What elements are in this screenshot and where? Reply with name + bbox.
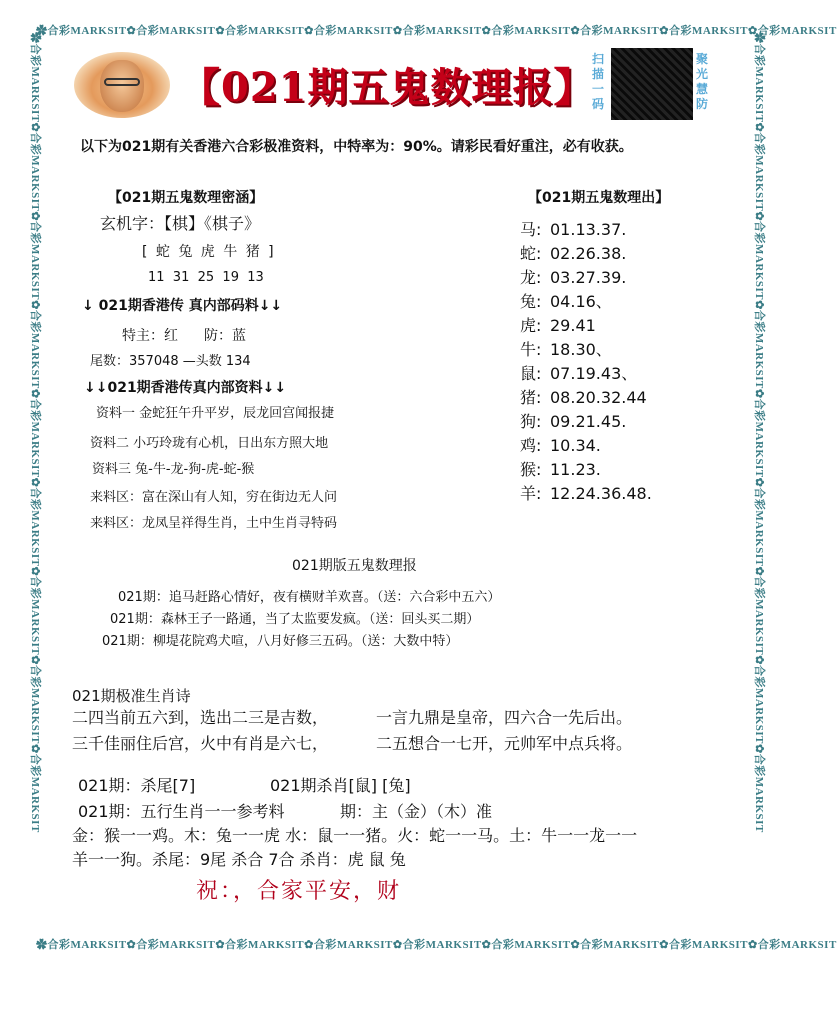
- zodiac-name: 牛:: [520, 340, 542, 359]
- animals-line: [ 蛇 兔 虎 牛 猪 ]: [142, 244, 276, 260]
- numbers-line: 11 31 25 19 13: [148, 270, 264, 285]
- zodiac-numbers: 02.26.38.: [550, 244, 627, 263]
- qr-code-image: [611, 48, 693, 120]
- insider-info-heading: ↓↓021期香港传真内部资料↓↓: [84, 380, 287, 396]
- poem-line-2a: 三千佳丽住后宫，火中有肖是六七，: [72, 734, 329, 753]
- zodiac-numbers: 11.23.: [550, 460, 601, 479]
- zodiac-numbers: 04.16、: [550, 292, 612, 311]
- zodiac-row: [520, 316, 596, 336]
- te-zhu: 特主：红: [122, 328, 178, 344]
- zodiac-name: 龙:: [520, 268, 542, 287]
- zodiac-name: 鸡:: [520, 436, 542, 455]
- zodiac-name: 兔:: [520, 292, 542, 311]
- qr-caption-left: 扫描一码: [592, 52, 605, 111]
- zodiac-numbers: 09.21.45.: [550, 412, 627, 431]
- insider-code-heading: ↓ 021期香港传 真内部码料↓↓: [82, 298, 283, 314]
- elements-line-1: 金：猴一一鸡。木：兔一一虎 水：鼠一一猪。火：蛇一一马。土：牛一一龙一一: [72, 826, 638, 845]
- xuanji-line: 玄机字：【棋】《棋子》: [100, 214, 261, 233]
- zodiac-name: 鼠:: [520, 364, 542, 383]
- zodiac-row: [520, 364, 637, 384]
- zodiac-name: 羊:: [520, 484, 542, 503]
- zodiac-name: 猴:: [520, 460, 542, 479]
- poem-title: 021期极准生肖诗: [72, 687, 191, 705]
- portrait-image: [74, 52, 170, 118]
- zodiac-numbers: 01.13.37.: [550, 220, 627, 239]
- zodiac-numbers: 08.20.32.44: [550, 388, 647, 407]
- poem-line-1a: 二四当前五六到，选出二三是吉数，: [72, 708, 329, 727]
- zodiac-row: [520, 436, 601, 456]
- edition-line-1: 021期：追马赶路心情好，夜有横财羊欢喜。（送：六合彩中五六）: [118, 590, 501, 605]
- page-title: 【021期五鬼数理报】: [180, 64, 595, 111]
- edition-line-2: 021期：森林王子一路通，当了太监要发疯。（送：回头买二期）: [110, 612, 480, 627]
- wuxing-prefix: 021期：五行生肖一一参考料: [78, 802, 285, 821]
- edition-line-3: 021期：柳堤花院鸡犬喧，八月好修三五码。（送：大数中特）: [102, 634, 459, 649]
- zodiac-row: [520, 484, 652, 504]
- border-right: ✿合彩MARKSIT✿合彩MARKSIT✿合彩MARKSIT✿合彩MARKSIT✿合彩MARKSIT✿合彩MARKSIT✿合彩MARKSIT✿合彩MARKSIT✿合彩MARKSIT: [753, 32, 765, 833]
- border-bottom: ✿合彩MARKSIT✿合彩MARKSIT✿合彩MARKSIT✿合彩MARKSIT✿合彩MARKSIT✿合彩MARKSIT✿合彩MARKSIT✿合彩MARKSIT✿合彩MARKSIT: [36, 939, 837, 951]
- elements-line-2: 羊一一狗。杀尾：9尾 杀合 7合 杀肖：虎 鼠 兔: [72, 850, 406, 869]
- zodiac-name: 马:: [520, 220, 542, 239]
- poem-line-2b: 二五想合一七开，元帅军中点兵将。: [376, 734, 633, 753]
- zodiac-numbers: 29.41: [550, 316, 596, 335]
- zodiac-name: 狗:: [520, 412, 542, 431]
- zodiac-numbers: 10.34.: [550, 436, 601, 455]
- data-line-3: 资料三 兔-牛-龙-狗-虎-蛇-猴: [92, 462, 255, 477]
- zodiac-row: [520, 460, 601, 480]
- fang: 防：蓝: [204, 328, 246, 344]
- zodiac-row: [520, 340, 612, 360]
- zodiac-row: [520, 292, 612, 312]
- zodiac-name: 虎:: [520, 316, 542, 335]
- zodiac-numbers: 03.27.39.: [550, 268, 627, 287]
- wish-text: 祝：，合家平安，财: [196, 879, 402, 904]
- left-section-title: 【021期五鬼数理密涵】: [108, 190, 264, 206]
- border-top: ✿合彩MARKSIT✿合彩MARKSIT✿合彩MARKSIT✿合彩MARKSIT✿合彩MARKSIT✿合彩MARKSIT✿合彩MARKSIT✿合彩MARKSIT✿合彩MARKSIT: [36, 25, 837, 37]
- edition-title: 021期版五鬼数理报: [292, 558, 417, 574]
- zodiac-numbers: 18.30、: [550, 340, 612, 359]
- border-left: ✿合彩MARKSIT✿合彩MARKSIT✿合彩MARKSIT✿合彩MARKSIT✿合彩MARKSIT✿合彩MARKSIT✿合彩MARKSIT✿合彩MARKSIT✿合彩MARKSIT: [29, 32, 41, 833]
- kill-tail: 021期：杀尾[7]: [78, 776, 196, 795]
- zodiac-name: 蛇:: [520, 244, 542, 263]
- zodiac-row: [520, 268, 626, 288]
- zodiac-numbers: 07.19.43、: [550, 364, 638, 383]
- zodiac-numbers: 12.24.36.48.: [550, 484, 652, 503]
- right-section-title: 【021期五鬼数理出】: [528, 190, 670, 206]
- zodiac-name: 猪:: [520, 388, 542, 407]
- kill-zodiac: 021期杀肖[鼠] [兔]: [270, 776, 411, 795]
- qr-caption-right: 聚光慧防: [696, 52, 709, 111]
- data-line-2: 资料二 小巧玲珑有心机，日出东方照大地: [90, 436, 329, 451]
- zodiac-row: [520, 220, 626, 240]
- lailiao-line-2: 来料区：龙凤呈祥得生肖，土中生肖寻特码: [90, 516, 338, 531]
- lailiao-line-1: 来料区：富在深山有人知，穷在街边无人问: [90, 490, 338, 505]
- intro-text: 以下为021期有关香港六合彩极准资料，中特率为：90%。请彩民看好重注，必有收获。: [80, 139, 633, 155]
- weishu-line: 尾数：357048 —头数 134: [90, 354, 251, 369]
- wuxing-suffix: 期：主（金）（木）准: [340, 802, 493, 821]
- zodiac-row: [520, 412, 626, 432]
- poem-line-1b: 一言九鼎是皇帝，四六合一先后出。: [376, 708, 633, 727]
- zodiac-row: [520, 244, 626, 264]
- data-line-1: 资料一 金蛇狂午升平岁，辰龙回宫闻报捷: [96, 406, 335, 421]
- zodiac-row: [520, 388, 647, 408]
